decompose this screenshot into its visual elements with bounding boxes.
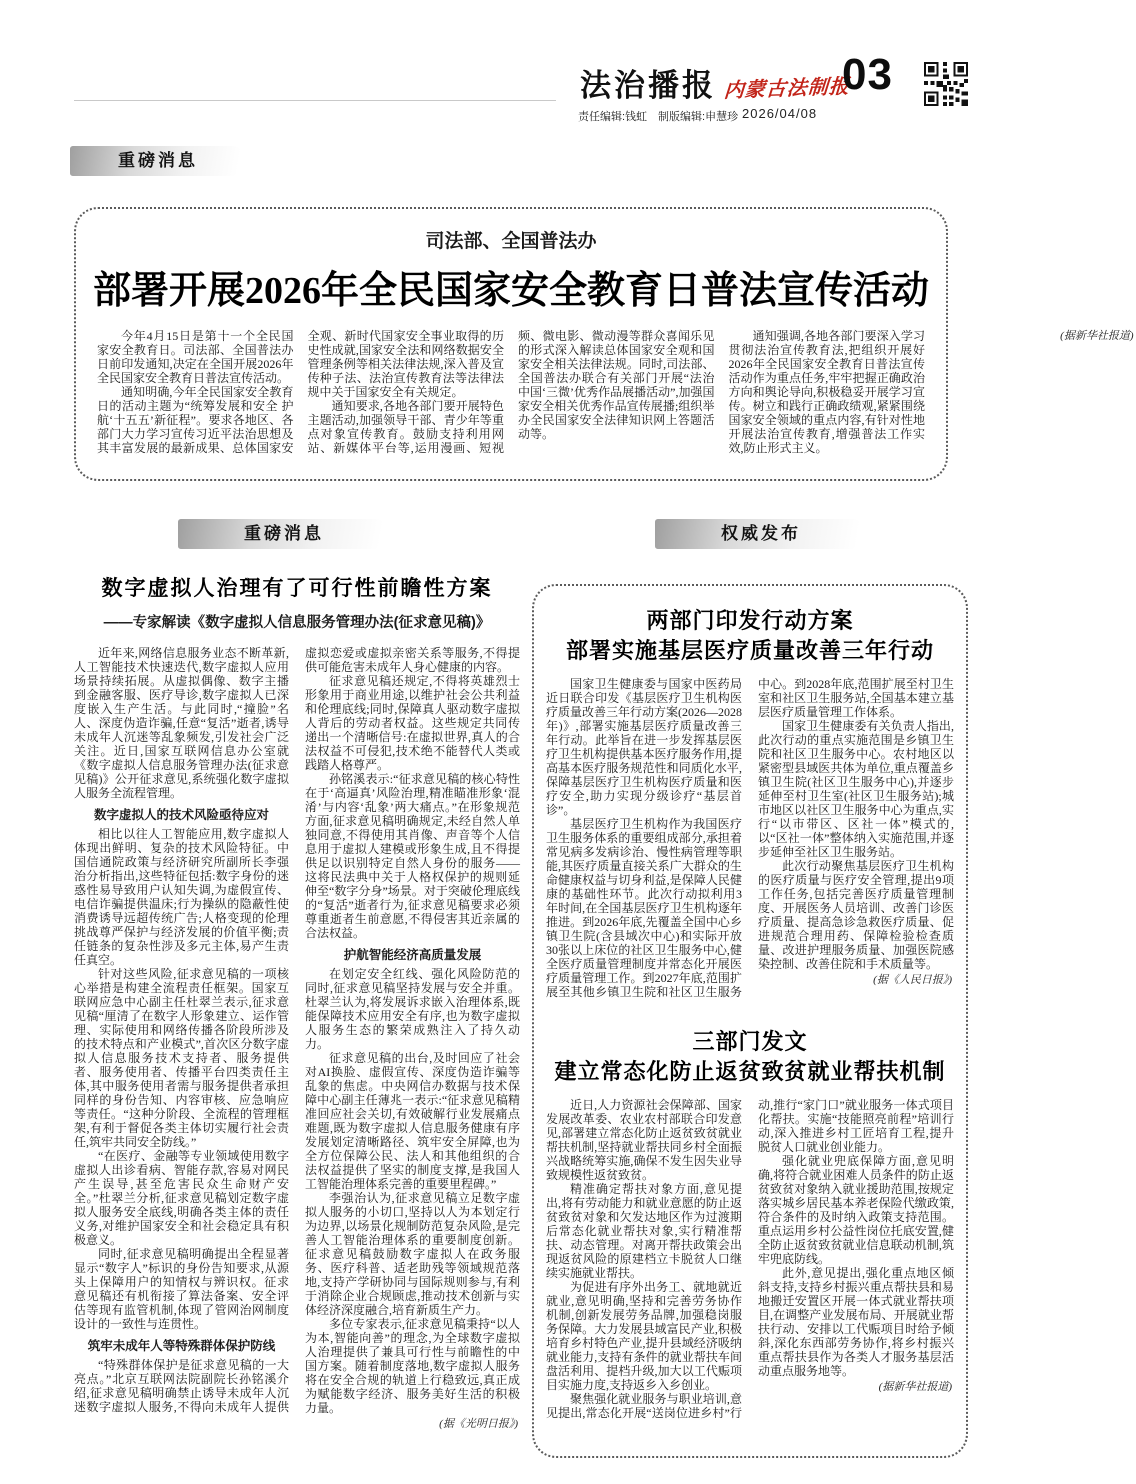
subheading: 护航智能经济高质量发展	[343, 948, 482, 962]
paragraph: 国家卫生健康委与国家中医药局近日联合印发《基层医疗卫生机构医疗质量改善三年行动方案(2026—2028年)》,部署实施基层医疗质量改善三年行动。此举旨在进一步发挥基层医疗卫生机构提供基本医疗服务作用,提高基本医疗服务规范性和同质化水平,保障基层医疗卫生机构医疗质量和医疗安全,助力实现分级诊疗“基层首诊”。	[546, 677, 742, 817]
employment-headline-line1: 三部门发文	[692, 1029, 808, 1054]
paragraph: 为促进有序外出务工、就地就近就业,意见明确,坚持和完善劳务协作机制,创新发展劳务品牌,加强稳岗服务保障。大力发展县域富民产业,积极培育乡村特色产业,提升县域经济吸纳就业能力,支持有条件的就业帮扶车间盘活利用、提档升级,加大以工代赈项目实施力度,支持返乡入乡创业。	[546, 1280, 742, 1392]
avatar-article	[74, 572, 520, 1462]
medical-headline-line2: 部署实施基层医疗质量改善三年行动	[565, 638, 934, 663]
avatar-subtitle: ——专家解读《数字虚拟人信息服务管理办法(征求意见稿)》	[103, 615, 491, 631]
paragraph: “特殊群体保护是征求意见稿的一大亮点。”北京互联网法院副院长孙铭溪介绍,征求意见稿明确禁止诱导未成年人沉迷数字虚拟人服务,不得向未成年人提供虚拟恋爱或虚拟亲密关系等服务,不得提供可能危害未成年人身心健康的内容。	[74, 646, 520, 1414]
right-column-box	[532, 584, 968, 1458]
paragraph: 近年来,网络信息服务业态不断革新,人工智能技术快速迭代,数字虚拟人应用场景持续拓展。从虚拟偶像、数字主播到金融客服、医疗导诊,数字虚拟人已深度嵌入生产生活。与此同时,“撞脸”名人、深度伪造诈骗,任意“复活”逝者,诱导未成年人沉迷等乱象频发,引发社会广泛关注。近日,国家互联网信息办公室就《数字虚拟人信息服务管理办法(征求意见稿)》公开征求意见,系统强化数字虚拟人服务全流程管理。	[74, 646, 289, 800]
paragraph: 精准确定帮扶对象方面,意见提出,将有劳动能力和就业意愿的防止返贫致贫对象和欠发达地区作为过渡期后常态化就业帮扶对象,实行精准帮扶、动态管理。对离开帮扶政策会出现返贫风险的原建档立卡脱贫人口继续实施就业帮扶。	[546, 1182, 742, 1280]
avatar-headline: 数字虚拟人治理有了可行性前瞻性方案	[101, 576, 493, 600]
paragraph: 在划定安全红线、强化风险防范的同时,征求意见稿坚持发展与安全并重。杜翠兰认为,将发展诉求嵌入治理体系,既能保障技术应用安全有序,也为数字虚拟人服务生态的繁荣成熟注入了持久动力。	[305, 967, 520, 1051]
qr-code-icon	[924, 62, 968, 106]
editors-line: 责任编辑:钱虹 制版编辑:申慧珍	[578, 111, 739, 123]
paragraph: 聚焦强化就业服务与职业培训,意见提出,常态化开展“送岗位进乡村”行动,推行“家门口”就业服务一体式项目化帮扶。实施“技能照亮前程”培训行动,深入推进乡村工匠培育工程,提升脱贫人口就业创业能力。	[546, 1098, 954, 1420]
security-article-box	[74, 207, 1134, 481]
paragraph: 征求意见稿还规定,不得将英雄烈士形象用于商业用途,以维护社会公共利益和伦理底线;同时,保障真人驱动数字虚拟人背后的劳动者权益。这些规定共同传递出一个清晰信号:在虚拟世界,真人的合法权益不可侵犯,技术绝不能替代人类或践踏人格尊严。	[305, 674, 520, 772]
medical-body	[546, 677, 954, 1011]
masthead-logo: 内蒙古法制报	[723, 75, 851, 103]
paragraph: 基层医疗卫生机构作为我国医疗卫生服务体系的重要组成部分,承担着常见病多发病诊治、慢性病管理等职能,其医疗质量直接关系广大群众的生命健康权益与切身利益,是保障人民健康的基础性环节。此次行动拟利用3年时间,在全国基层医疗卫生机构逐年推进。到2026年底,先覆盖全国中心乡镇卫生院(含县域次中心)和实际开放30张以上床位的社区卫生服务中心,健全医疗质量管理制度并常态化开展医疗质量管理工作。到2027年底,范围扩展至其他乡镇卫生院和社区卫生服务中心。到2028年底,范围扩展至村卫生室和社区卫生服务站,全国基本建立基层医疗质量管理工作体系。	[546, 677, 954, 999]
page-number: 03	[842, 50, 893, 99]
medical-headline-line1: 两部门印发行动方案	[646, 608, 854, 633]
paragraph: 针对这些风险,征求意见稿的一项核心举措是构建全流程责任框架。国家互联网应急中心副主任杜翠兰表示,征求意见稿“厘清了在数字人形象建立、运作管理、实际使用和网络传播各阶段所涉及的技术特点和产业模式”,首次区分数字虚拟人信息服务技术支持者、服务提供者、服务使用者、传播平台四类责任主体,其中服务使用者需与服务提供者承担同样的身份告知、内容审核、应急响应等责任。“这种分阶段、全流程的管理框架,有利于督促各类主体切实履行社会责任,筑牢共同安全防线。”	[74, 967, 289, 1149]
issue-date: 2026/04/08	[742, 106, 818, 121]
paragraph: 相比以往人工智能应用,数字虚拟人体现出鲜明、复杂的技术风险特征。中国信通院政策与经济研究所副所长李强治分析指出,这些特征包括:数字身份的迷惑性易导致用户认知失调,为虚假宣传、电信诈骗提供温床;行为操纵的隐蔽性使消费诱导远超传统广告;人格变现的伦理挑战尊严保护与经济发展的价值平衡;责任链条的复杂性涉及多元主体,易产生责任真空。	[74, 827, 289, 967]
paragraph: 孙铭溪表示:“征求意见稿的核心特性在于‘高逼真’风险治理,精准瞄准形象‘混淆’与内容‘乱象’两大痛点。”在形象规范方面,征求意见稿明确规定,未经自然人单独同意,不得使用其肖像、声音等个人信息用于虚拟人建模或形象生成,且不得提供足以识别特定自然人身份的服务——这将民法典中关于人格权保护的规则延伸至“数字分身”场景。对于突破伦理底线的“复活”逝者行为,征求意见稿要求必须尊重逝者生前意愿,不得侵害其近亲属的合法权益。	[305, 772, 520, 940]
section-ribbon-top: 重磅消息	[70, 146, 246, 176]
paragraph: 强化就业兜底保障方面,意见明确,将符合就业困难人员条件的防止返贫致贫对象纳入就业援助范围,按规定落实城乡居民基本养老保险代缴政策,符合条件的及时纳入政策支持范围。重点运用乡村公益性岗位托底安置,健全防止返贫致贫就业信息联动机制,筑牢兜底防线。	[758, 1154, 954, 1266]
paragraph: 此外,意见提出,强化重点地区倾斜支持,支持乡村振兴重点帮扶县和易地搬迁安置区开展一体式就业帮扶项目,在调整产业发展布局、开展就业帮扶行动、安排以工代赈项目时给予倾斜,深化东西部劳务协作,将乡村振兴重点帮扶县作为各类人才服务基层活动重点服务地等。	[758, 1266, 954, 1378]
subheading: 数字虚拟人的技术风险亟待应对	[93, 808, 269, 822]
employment-headline-line2: 建立常态化防止返贫致贫就业帮扶机制	[554, 1059, 946, 1084]
employment-article	[534, 1027, 966, 1464]
paragraph: 通知强调,各地各部门要深入学习贯彻法治宣传教育法,把组织开展好2026年全民国家安全教育日普法宣传活动作为重点任务,牢牢把握正确政治方向和舆论导向,积极稳妥开展学习宣传。树立和践行正确政绩观,紧紧围绕国家安全领域的重点内容,有针对性地开展法治宣传教育,增强普法工作实效,防止形式主义。	[728, 329, 925, 455]
security-headline: 部署开展2026年全民国家安全教育日普法宣传活动	[92, 270, 929, 312]
section-ribbon-right: 权威发布	[655, 519, 867, 549]
paragraph: 征求意见稿的出台,及时回应了社会对AI换脸、虚假宣传、深度伪造诈骗等乱象的焦虑。中央网信办数据与技术保障中心副主任薄兆一表示:“征求意见稿精准回应社会关切,有效破解行业发展痛点难题,既为数字虚拟人信息服务健康有序发展划定清晰路径、筑牢安全屏障,也为全方位保障公民、法人和其他组织的合法权益提供了坚实的制度支撑,是我国人工智能治理体系完善的重要里程碑。”	[305, 1051, 520, 1191]
byline: (据新华社报道)	[878, 1381, 952, 1393]
paragraph: 通知明确,今年全民国家安全教育日的活动主题为“统筹发展和安全 护航‘十五五’新征程”。要求各地区、各部门大力学习宣传习近平法治思想及其丰富发展的最新成果、总体国家安全观、新时代国家安全事业取得的历史性成就,国家安全法和网络数据安全管理条例等相关法律法规,深入普及宣传种子法、法治宣传教育法等法律法规中关于国家安全有关规定。	[97, 329, 504, 455]
security-kicker: 司法部、全国普法办	[425, 231, 597, 252]
byline: (据《人民日报》)	[873, 974, 952, 986]
paragraph: 此次行动聚焦基层医疗卫生机构的医疗质量与医疗安全管理,提出9项工作任务,包括完善医疗质量管理制度、开展医务人员培训、改善门诊医疗质量、提高急诊急救医疗质量、促进规范合理用药、保障检验检查质量、改进护理服务质量、加强医院感染控制、改善住院和手术质量等。	[758, 859, 954, 971]
section-ribbon-left: 重磅消息	[178, 519, 390, 549]
subheading: 筑牢未成年人等特殊群体保护防线	[87, 1339, 276, 1353]
paragraph: 今年4月15日是第十一个全民国家安全教育日。司法部、全国普法办日前印发通知,决定在全国开展2026年全民国家安全教育日普法宣传活动。	[97, 329, 294, 385]
paragraph: 同时,征求意见稿明确提出全程显著显示“数字人”标识的身份告知要求,从源头上保障用户的知情权与辨识权。征求意见稿还有机衔接了算法备案、安全评估等现有监管机制,体现了管网治网制度设计的一致性与连贯性。	[74, 1247, 289, 1331]
paragraph: 通知要求,各地各部门要开展特色主题活动,加强领导干部、青少年等重点对象宣传教育。鼓励支持利用网站、新媒体平台等,运用漫画、短视频、微电影、微动漫等群众喜闻乐见的形式深入解读总体国家安全观和国家安全相关法律法规。同时,司法部、全国普法办联合有关部门开展“法治中国‘三微’优秀作品展播活动”,加强国家安全相关优秀作品宣传展播;组织举办全民国家安全法律知识网上答题活动等。	[307, 329, 715, 455]
employment-body	[546, 1098, 954, 1464]
paragraph: “在医疗、金融等专业领域使用数字虚拟人出诊看病、智能存款,容易对网民产生误导,甚至危害民众生命财产安全。”杜翠兰分析,征求意见稿划定数字虚拟人服务安全底线,明确各类主体的责任义务,对维护国家安全和社会稳定具有积极意义。	[74, 1149, 289, 1247]
paragraph: 近日,人力资源社会保障部、国家发展改革委、农业农村部联合印发意见,部署建立常态化防止返贫致贫就业帮扶机制,坚持就业帮扶同乡村全面振兴战略统筹实施,确保不发生因失业导致规模性返贫致贫。	[546, 1098, 742, 1182]
byline: (据新华社报道)	[1060, 330, 1134, 342]
paragraph: 国家卫生健康委有关负责人指出,此次行动的重点实施范围是乡镇卫生院和社区卫生服务中心。农村地区以紧密型县域医共体为单位,重点覆盖乡镇卫生院(社区卫生服务中心),并逐步延伸至村卫生室(社区卫生服务站);城市地区以社区卫生服务中心为重点,实行“以市带区、区社一体”模式的,以“区社一体”整体纳入实施范围,并逐步延伸至社区卫生服务站。	[758, 719, 954, 859]
page-title: 法治播报	[580, 68, 716, 103]
paragraph: 李强治认为,征求意见稿立足数字虚拟人服务的小切口,坚持以人为本划定行为边界,以场景化规制防范复杂风险,是完善人工智能治理体系的重要制度创新。征求意见稿鼓励数字虚拟人在政务服务、医疗科普、适老助残等领域规范落地,支持产学研协同与国际规则参与,有利于消除企业合规顾虑,推动技术创新与实体经济深度融合,培育新质生产力。	[305, 1191, 520, 1317]
avatar-body	[74, 646, 520, 1462]
medical-article	[534, 606, 966, 1011]
byline: (据《光明日报》)	[439, 1418, 518, 1430]
header-rule	[74, 100, 556, 101]
paragraph: 多位专家表示,征求意见稿秉持“以人为本,智能向善”的理念,为全球数字虚拟人治理提供了兼具可行性与前瞻性的中国方案。随着制度落地,数字虚拟人服务将在安全合规的轨道上行稳致远,真正成为赋能数字经济、服务美好生活的积极力量。	[305, 1317, 520, 1415]
security-body	[97, 329, 1134, 463]
